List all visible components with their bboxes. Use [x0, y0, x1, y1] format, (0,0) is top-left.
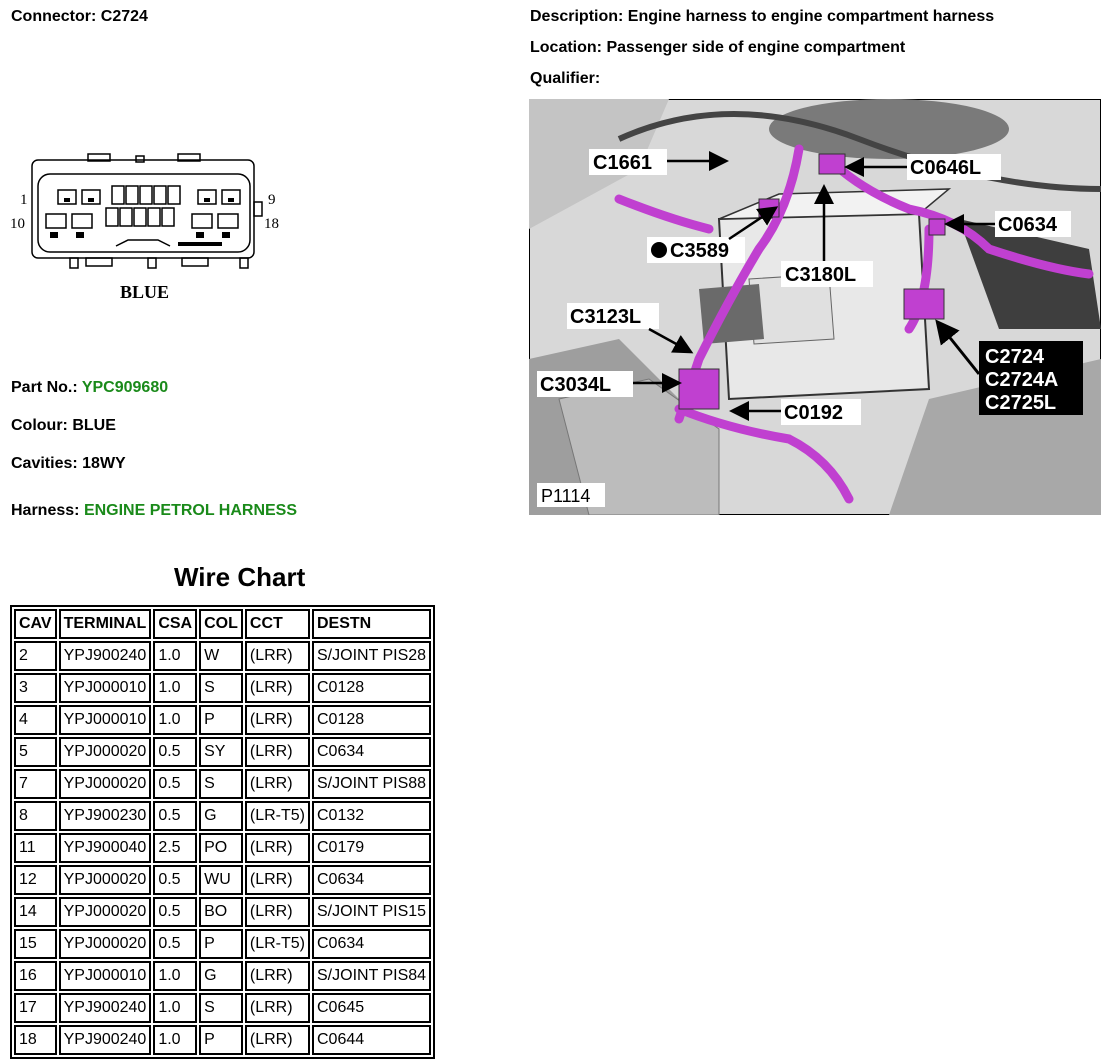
- cell-destn: S/JOINT PIS84: [312, 961, 431, 991]
- connector-value: C2724: [100, 8, 148, 25]
- cell-terminal: YPJ900040: [59, 833, 152, 863]
- cell-csa: 1.0: [153, 705, 197, 735]
- cell-terminal: YPJ900240: [59, 993, 152, 1023]
- description-value: Engine harness to engine compartment harness: [627, 8, 995, 25]
- cell-cav: 15: [14, 929, 57, 959]
- column-header-col: COL: [199, 609, 243, 639]
- column-header-csa: CSA: [153, 609, 197, 639]
- location-line: [530, 39, 905, 57]
- column-header-terminal: TERMINAL: [59, 609, 152, 639]
- cell-cav: 2: [14, 641, 57, 671]
- cell-cct: (LRR): [245, 705, 310, 735]
- cell-col: BO: [199, 897, 243, 927]
- cell-csa: 0.5: [153, 769, 197, 799]
- table-row: [14, 769, 431, 799]
- cell-cct: (LRR): [245, 865, 310, 895]
- cell-cct: (LRR): [245, 641, 310, 671]
- location-label: Location:: [530, 39, 602, 56]
- cell-destn: C0634: [312, 929, 431, 959]
- cell-cav: 7: [14, 769, 57, 799]
- location-value: Passenger side of engine compartment: [606, 39, 906, 56]
- part-number-label: Part No.:: [11, 379, 78, 396]
- callout-c3123l: C3123L: [570, 306, 642, 328]
- cell-csa: 1.0: [153, 961, 197, 991]
- cell-destn: S/JOINT PIS88: [312, 769, 431, 799]
- cell-cav: 16: [14, 961, 57, 991]
- cavities-line: [11, 455, 126, 473]
- cell-col: P: [199, 929, 243, 959]
- description-line: [530, 8, 994, 26]
- cell-cav: 11: [14, 833, 57, 863]
- cell-destn: C0179: [312, 833, 431, 863]
- cell-csa: 1.0: [153, 673, 197, 703]
- cell-cct: (LRR): [245, 737, 310, 767]
- pin-label-18: 18: [264, 216, 279, 232]
- cell-col: PO: [199, 833, 243, 863]
- wire-chart-title: Wire Chart: [174, 562, 306, 592]
- cell-terminal: YPJ000020: [59, 865, 152, 895]
- callout-c2725l: C2725L: [985, 392, 1057, 414]
- cell-col: G: [199, 801, 243, 831]
- connector-label: Connector:: [11, 8, 97, 25]
- connector-face-diagram: [8, 150, 298, 310]
- cell-destn: C0128: [312, 705, 431, 735]
- callout-c3180l: C3180L: [785, 264, 857, 286]
- cell-destn: C0132: [312, 801, 431, 831]
- table-header-row: [14, 609, 431, 639]
- cell-terminal: YPJ900240: [59, 641, 152, 671]
- table-row: [14, 993, 431, 1023]
- table-row: [14, 865, 431, 895]
- table-row: [14, 737, 431, 767]
- pin-label-1: 1: [20, 192, 28, 208]
- callout-c2724a: C2724A: [985, 369, 1059, 391]
- connector-colour-caption: BLUE: [120, 282, 170, 302]
- cavities-value: 18WY: [82, 455, 126, 472]
- part-number-line: [11, 379, 168, 397]
- cell-destn: C0128: [312, 673, 431, 703]
- cell-csa: 1.0: [153, 641, 197, 671]
- table-row: [14, 673, 431, 703]
- cell-terminal: YPJ000020: [59, 897, 152, 927]
- cell-csa: 1.0: [153, 1025, 197, 1055]
- cell-terminal: YPJ000020: [59, 737, 152, 767]
- cell-col: SY: [199, 737, 243, 767]
- pin-label-9: 9: [268, 192, 276, 208]
- cell-terminal: YPJ000010: [59, 705, 152, 735]
- cell-col: G: [199, 961, 243, 991]
- table-row: [14, 801, 431, 831]
- cell-destn: C0645: [312, 993, 431, 1023]
- harness-value[interactable]: ENGINE PETROL HARNESS: [83, 502, 298, 519]
- table-row: [14, 705, 431, 735]
- cell-cav: 17: [14, 993, 57, 1023]
- cell-cav: 14: [14, 897, 57, 927]
- figure-id: P1114: [541, 486, 591, 506]
- cell-terminal: YPJ000020: [59, 929, 152, 959]
- cell-csa: 0.5: [153, 897, 197, 927]
- column-header-cav: CAV: [14, 609, 57, 639]
- cell-cct: (LRR): [245, 897, 310, 927]
- harness-label: Harness:: [11, 502, 80, 519]
- cell-col: WU: [199, 865, 243, 895]
- cell-csa: 0.5: [153, 929, 197, 959]
- cell-col: S: [199, 769, 243, 799]
- cell-col: S: [199, 673, 243, 703]
- cell-cav: 4: [14, 705, 57, 735]
- cell-terminal: YPJ000010: [59, 961, 152, 991]
- cell-terminal: YPJ000010: [59, 673, 152, 703]
- cell-csa: 2.5: [153, 833, 197, 863]
- cell-destn: C0634: [312, 737, 431, 767]
- cell-cav: 12: [14, 865, 57, 895]
- cell-cct: (LRR): [245, 993, 310, 1023]
- cell-destn: C0644: [312, 1025, 431, 1055]
- callout-c1661: C1661: [593, 152, 652, 174]
- cell-cct: (LRR): [245, 673, 310, 703]
- cell-destn: S/JOINT PIS15: [312, 897, 431, 927]
- cell-csa: 1.0: [153, 993, 197, 1023]
- harness-line: [11, 502, 297, 520]
- column-header-destn: DESTN: [312, 609, 431, 639]
- cell-col: S: [199, 993, 243, 1023]
- cell-cct: (LRR): [245, 1025, 310, 1055]
- qualifier-label: Qualifier:: [530, 70, 601, 87]
- colour-value: BLUE: [72, 417, 116, 434]
- cell-terminal: YPJ900230: [59, 801, 152, 831]
- cell-terminal: YPJ000020: [59, 769, 152, 799]
- qualifier-line: [530, 70, 600, 88]
- cell-csa: 0.5: [153, 737, 197, 767]
- colour-label: Colour:: [11, 417, 68, 434]
- cell-cct: (LR-T5): [245, 929, 310, 959]
- cell-cav: 5: [14, 737, 57, 767]
- part-number-value[interactable]: YPC909680: [81, 379, 169, 396]
- cell-cav: 8: [14, 801, 57, 831]
- table-row: [14, 929, 431, 959]
- cell-cct: (LRR): [245, 769, 310, 799]
- cell-csa: 0.5: [153, 865, 197, 895]
- cell-cav: 18: [14, 1025, 57, 1055]
- pin-label-10: 10: [10, 216, 25, 232]
- table-row: [14, 833, 431, 863]
- wire-chart-table: [10, 605, 435, 1059]
- colour-line: [11, 417, 116, 435]
- cell-cct: (LRR): [245, 833, 310, 863]
- callout-c3034l: C3034L: [540, 374, 612, 396]
- column-header-cct: CCT: [245, 609, 310, 639]
- cell-cct: (LRR): [245, 961, 310, 991]
- table-row: [14, 897, 431, 927]
- table-row: [14, 641, 431, 671]
- callout-c2724: C2724: [985, 346, 1044, 368]
- callout-c0646l: C0646L: [910, 157, 982, 179]
- callout-c3589: C3589: [670, 240, 729, 262]
- cell-col: W: [199, 641, 243, 671]
- cell-cav: 3: [14, 673, 57, 703]
- cell-destn: S/JOINT PIS28: [312, 641, 431, 671]
- table-row: [14, 1025, 431, 1055]
- cavities-label: Cavities:: [11, 455, 78, 472]
- callout-c0634: C0634: [998, 214, 1057, 236]
- cell-terminal: YPJ900240: [59, 1025, 152, 1055]
- cell-cct: (LR-T5): [245, 801, 310, 831]
- cell-csa: 0.5: [153, 801, 197, 831]
- location-photo: [529, 99, 1101, 515]
- callout-c0192: C0192: [784, 402, 843, 424]
- cell-col: P: [199, 705, 243, 735]
- cell-destn: C0634: [312, 865, 431, 895]
- table-row: [14, 961, 431, 991]
- connector-line: [11, 8, 148, 26]
- description-label: Description:: [530, 8, 624, 25]
- cell-col: P: [199, 1025, 243, 1055]
